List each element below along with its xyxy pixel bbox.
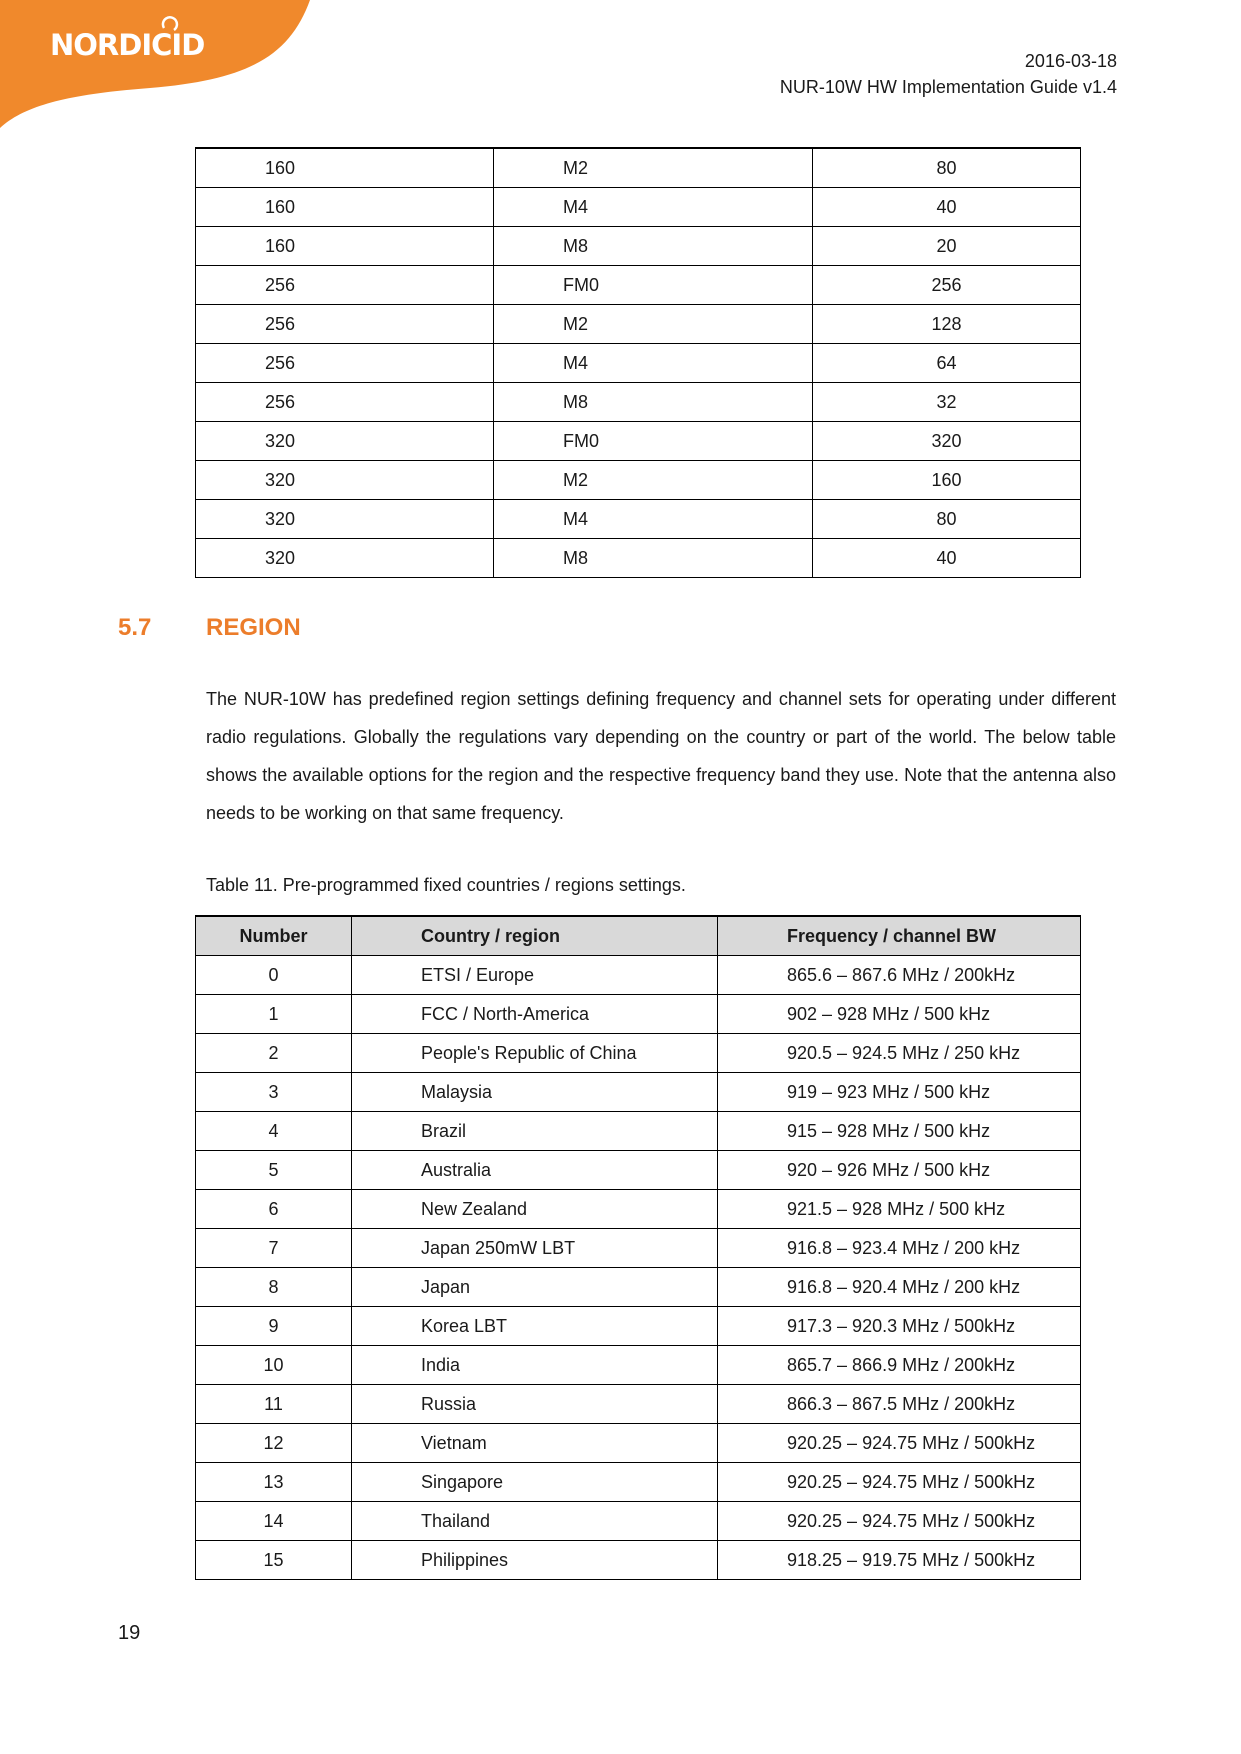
logo-wordmark: NORDICID <box>50 28 205 62</box>
table-cell: Thailand <box>352 1502 718 1541</box>
table-row <box>196 1541 1081 1580</box>
table-cell: M8 <box>494 383 813 422</box>
table-row <box>196 995 1081 1034</box>
table-cell: Russia <box>352 1385 718 1424</box>
table-cell: 320 <box>196 539 494 578</box>
table-cell: 80 <box>813 148 1081 188</box>
table-cell: M4 <box>494 500 813 539</box>
table-cell: ETSI / Europe <box>352 956 718 995</box>
table-cell: 5 <box>196 1151 352 1190</box>
table-cell: 11 <box>196 1385 352 1424</box>
table-cell: Japan <box>352 1268 718 1307</box>
section-number: 5.7 <box>118 614 152 641</box>
table-row <box>196 1073 1081 1112</box>
table-cell: FCC / North-America <box>352 995 718 1034</box>
data-rate-table <box>195 147 1081 578</box>
table-row <box>196 344 1081 383</box>
region-description: The NUR-10W has predefined region settings defining frequency and channel sets for operating under different radio regulations. Globally the regulations vary depending on the country or part of the world. The below table shows the available options for the region and the respective frequency band they use. Note that the antenna also needs to be working on that same frequency. <box>206 689 1116 823</box>
table-row <box>196 227 1081 266</box>
table-cell: 80 <box>813 500 1081 539</box>
table-row <box>196 1385 1081 1424</box>
section-heading <box>118 614 301 642</box>
table-cell: 64 <box>813 344 1081 383</box>
table-cell: 14 <box>196 1502 352 1541</box>
table-cell: 32 <box>813 383 1081 422</box>
table-cell: 13 <box>196 1463 352 1502</box>
table-cell: M4 <box>494 188 813 227</box>
table-cell: 918.25 – 919.75 MHz / 500kHz <box>718 1541 1081 1580</box>
table-row <box>196 1463 1081 1502</box>
table-row <box>196 422 1081 461</box>
table-cell: 160 <box>196 148 494 188</box>
table-cell: 128 <box>813 305 1081 344</box>
table-cell: M8 <box>494 227 813 266</box>
table-caption: Table 11. Pre-programmed fixed countries / regions settings. <box>206 875 686 895</box>
table-row <box>196 188 1081 227</box>
table-cell: India <box>352 1346 718 1385</box>
table-cell: 40 <box>813 539 1081 578</box>
table-cell: Malaysia <box>352 1073 718 1112</box>
table-cell: 6 <box>196 1190 352 1229</box>
table-cell: 920.5 – 924.5 MHz / 250 kHz <box>718 1034 1081 1073</box>
table-cell: 9 <box>196 1307 352 1346</box>
table-row <box>196 266 1081 305</box>
table-cell: M2 <box>494 305 813 344</box>
table-row <box>196 1229 1081 1268</box>
table-row <box>196 1346 1081 1385</box>
table-cell: 256 <box>813 266 1081 305</box>
table-cell: 920 – 926 MHz / 500 kHz <box>718 1151 1081 1190</box>
table-cell: Brazil <box>352 1112 718 1151</box>
table-cell: 1 <box>196 995 352 1034</box>
table-cell: People's Republic of China <box>352 1034 718 1073</box>
table-cell: Korea LBT <box>352 1307 718 1346</box>
table-cell: 15 <box>196 1541 352 1580</box>
table-cell: 866.3 – 867.5 MHz / 200kHz <box>718 1385 1081 1424</box>
table-cell: 3 <box>196 1073 352 1112</box>
region-table-body <box>196 956 1081 1580</box>
table-cell: M8 <box>494 539 813 578</box>
table-row <box>196 383 1081 422</box>
region-table-header-row <box>196 916 1081 956</box>
table-cell: Singapore <box>352 1463 718 1502</box>
table-cell: 865.6 – 867.6 MHz / 200kHz <box>718 956 1081 995</box>
header-doc-title: NUR-10W HW Implementation Guide v1.4 <box>779 77 1117 97</box>
table-cell: 12 <box>196 1424 352 1463</box>
table-cell: FM0 <box>494 266 813 305</box>
table-cell: 916.8 – 923.4 MHz / 200 kHz <box>718 1229 1081 1268</box>
table-row <box>196 956 1081 995</box>
table-cell: 920.25 – 924.75 MHz / 500kHz <box>718 1463 1081 1502</box>
table-row <box>196 461 1081 500</box>
table-cell: 160 <box>196 188 494 227</box>
table-cell: 320 <box>813 422 1081 461</box>
table-cell: 921.5 – 928 MHz / 500 kHz <box>718 1190 1081 1229</box>
table-cell: 920.25 – 924.75 MHz / 500kHz <box>718 1424 1081 1463</box>
table-cell: 916.8 – 920.4 MHz / 200 kHz <box>718 1268 1081 1307</box>
table-cell: 917.3 – 920.3 MHz / 500kHz <box>718 1307 1081 1346</box>
table-row <box>196 1112 1081 1151</box>
table-cell: 256 <box>196 305 494 344</box>
header-frequency: Frequency / channel BW <box>718 916 1081 956</box>
header-country-region: Country / region <box>352 916 718 956</box>
table-cell: 256 <box>196 383 494 422</box>
table-cell: 0 <box>196 956 352 995</box>
table-row <box>196 1268 1081 1307</box>
table-cell: 256 <box>196 344 494 383</box>
table-row <box>196 305 1081 344</box>
table-cell: 160 <box>813 461 1081 500</box>
table-cell: 256 <box>196 266 494 305</box>
table-row <box>196 1502 1081 1541</box>
table-cell: FM0 <box>494 422 813 461</box>
table-row <box>196 148 1081 188</box>
table-cell: Philippines <box>352 1541 718 1580</box>
table-cell: 320 <box>196 500 494 539</box>
table-row <box>196 1424 1081 1463</box>
table-cell: 865.7 – 866.9 MHz / 200kHz <box>718 1346 1081 1385</box>
page-number: 19 <box>118 1622 141 1644</box>
table-cell: 320 <box>196 461 494 500</box>
table-row <box>196 1307 1081 1346</box>
table-cell: 7 <box>196 1229 352 1268</box>
table-cell: M2 <box>494 461 813 500</box>
table-cell: Japan 250mW LBT <box>352 1229 718 1268</box>
table-cell: M2 <box>494 148 813 188</box>
table-cell: 902 – 928 MHz / 500 kHz <box>718 995 1081 1034</box>
table-cell: 20 <box>813 227 1081 266</box>
table-cell: 320 <box>196 422 494 461</box>
table-row <box>196 1151 1081 1190</box>
table-cell: 920.25 – 924.75 MHz / 500kHz <box>718 1502 1081 1541</box>
table-cell: 4 <box>196 1112 352 1151</box>
table-row <box>196 539 1081 578</box>
region-table <box>195 915 1081 1580</box>
header-number: Number <box>196 916 352 956</box>
table-cell: Vietnam <box>352 1424 718 1463</box>
table-cell: M4 <box>494 344 813 383</box>
table-cell: 40 <box>813 188 1081 227</box>
table-cell: 919 – 923 MHz / 500 kHz <box>718 1073 1081 1112</box>
brand-logo <box>0 0 320 130</box>
table-cell: 10 <box>196 1346 352 1385</box>
page-header <box>780 48 1117 100</box>
section-title: REGION <box>206 614 301 641</box>
table-cell: 2 <box>196 1034 352 1073</box>
table-cell: Australia <box>352 1151 718 1190</box>
rate-table-body <box>196 148 1081 578</box>
table-row <box>196 1034 1081 1073</box>
table-cell: New Zealand <box>352 1190 718 1229</box>
table-cell: 915 – 928 MHz / 500 kHz <box>718 1112 1081 1151</box>
header-date: 2016-03-18 <box>1024 51 1117 71</box>
table-cell: 160 <box>196 227 494 266</box>
table-row <box>196 500 1081 539</box>
table-cell: 8 <box>196 1268 352 1307</box>
table-row <box>196 1190 1081 1229</box>
